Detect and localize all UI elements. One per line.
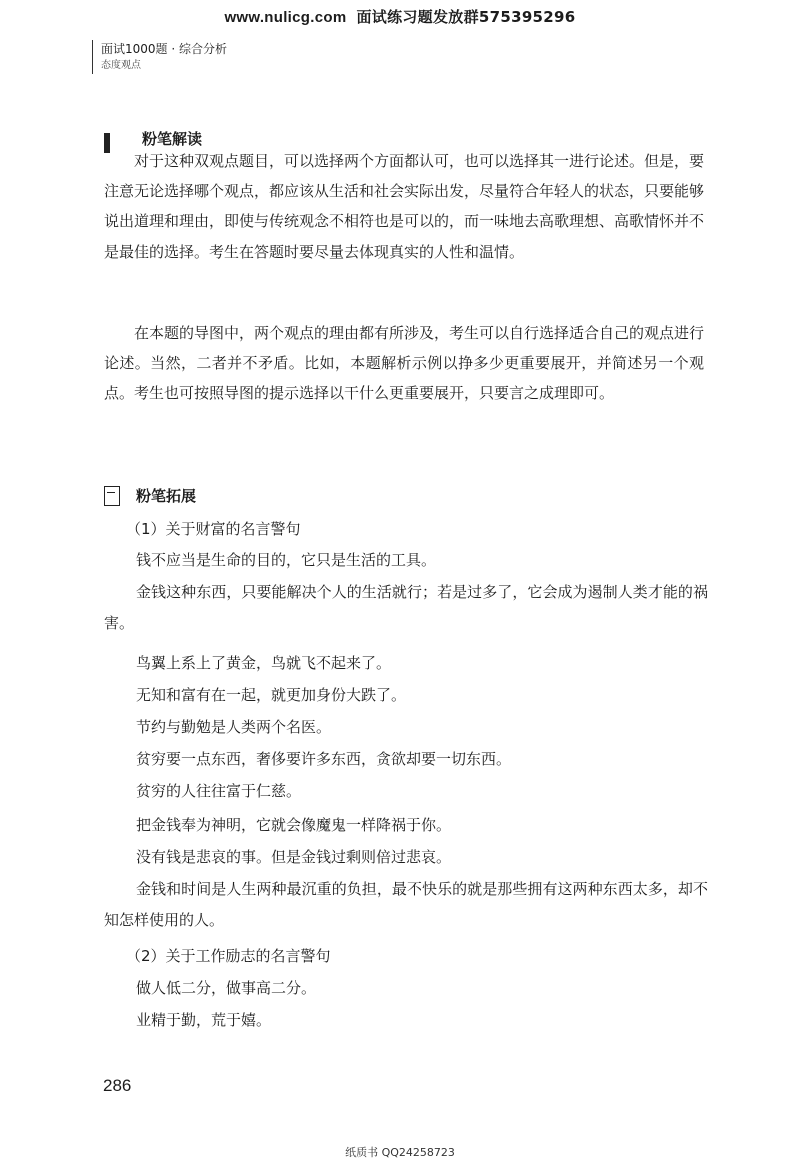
footer-note: 纸质书 QQ24258723 [345, 1146, 455, 1159]
quote-item: 无知和富有在一起，就更加身份大跌了。 [136, 686, 407, 704]
book-title: 面试1000题 · 综合分析 [101, 42, 227, 56]
book-icon [104, 134, 136, 143]
running-header [92, 40, 227, 74]
quote-item: 贫穷的人往往富于仁慈。 [136, 782, 302, 800]
subheading-work: （2）关于工作励志的名言警句 [126, 947, 331, 965]
section-label: 态度观点 [101, 60, 141, 71]
notebook-icon [104, 486, 120, 506]
quote-item: 没有钱是悲哀的事。但是金钱过剩则倍过悲哀。 [136, 848, 452, 866]
heading-expand-label: 粉笔拓展 [136, 487, 197, 505]
quote-item: 做人低二分，做事高二分。 [136, 979, 317, 997]
quote-item: 钱不应当是生命的目的，它只是生活的工具。 [136, 551, 437, 569]
quote-item: 业精于勤，荒于嬉。 [136, 1011, 272, 1029]
quote-item: 金钱这种东西，只要能解决个人的生活就行；若是过多了，它会成为遏制人类才能的祸害。 [104, 583, 708, 632]
subheading-wealth: （1）关于财富的名言警句 [126, 520, 301, 538]
heading-read-label: 粉笔解读 [142, 130, 203, 148]
quote-item: 节约与勤勉是人类两个名医。 [136, 718, 332, 736]
banner-url: www.nulicg.com [224, 9, 347, 26]
quote-item: 金钱和时间是人生两种最沉重的负担，最不快乐的就是那些拥有这两种东西太多，却不知怎样使用的人。 [104, 880, 708, 929]
banner-text: 面试练习题发放群575395296 [356, 8, 576, 26]
page-number: 286 [103, 1076, 132, 1095]
quote-item: 贫穷要一点东西，奢侈要许多东西，贪欲却要一切东西。 [136, 750, 512, 768]
paragraph-read-2: 在本题的导图中，两个观点的理由都有所涉及，考生可以自行选择适合自己的观点进行论述。当然，二者并不矛盾。比如，本题解析示例以挣多少更重要展开，并简述另一个观点。考生也可按照导图的提示选择以干什么更重要展开，只要言之成理即可。 [104, 324, 705, 403]
section-heading-expand [104, 485, 196, 506]
quote-item: 鸟翼上系上了黄金，鸟就飞不起来了。 [136, 654, 392, 672]
quote-item: 把金钱奉为神明，它就会像魔鬼一样降祸于你。 [136, 816, 452, 834]
paragraph-read-1: 对于这种双观点题目，可以选择两个方面都认可，也可以选择其一进行论述。但是，要注意无论选择哪个观点，都应该从生活和社会实际出发，尽量符合年轻人的状态，只要能够说出道理和理由，即使与传统观念不相符也是可以的，而一味地去高歌理想、高歌情怀并不是最佳的选择。考生在答题时要尽量去体现真实的人性和温情。 [104, 152, 705, 261]
top-banner [0, 6, 800, 27]
